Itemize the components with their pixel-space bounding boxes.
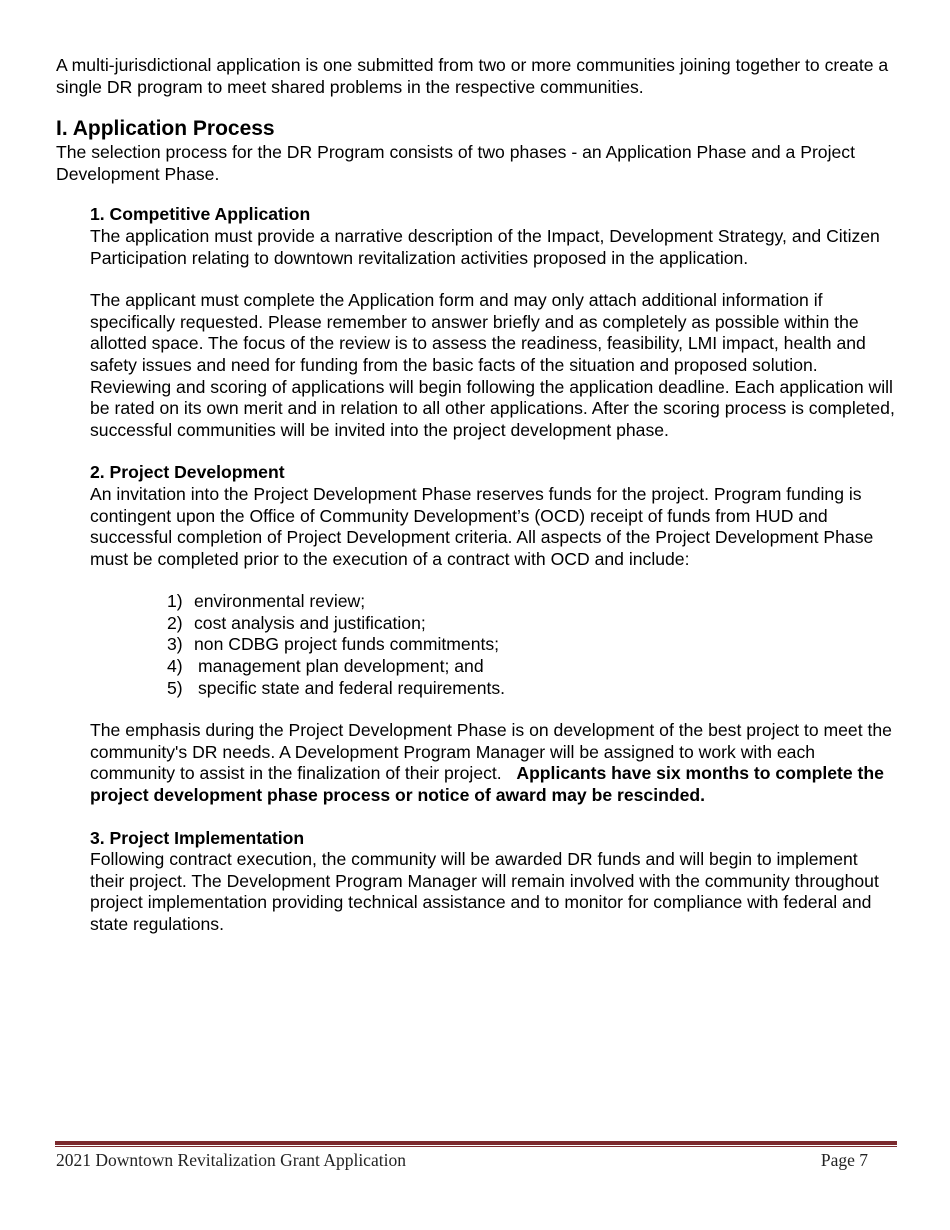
list-item-number: 3) [167,634,183,655]
competitive-paragraph-2: The applicant must complete the Application form and may only attach additional information if specifically requested. Please remember to answer briefly and as completely as possible within the allotted space. The focus of the review is to assess the readiness, feasibility, LMI impact, health and safety issues and need for funding from the basic facts of the situation and proposed solution. Reviewing and scoring of applications will begin following the application deadline. Each application will be rated on its own merit and in relation to all other applications. After the scoring process is completed, successful communities will be invited into the project development phase. [90,290,895,440]
document-page [56,55,896,936]
project-development-section [90,462,896,806]
section-intro: The selection process for the DR Program consists of two phases - an Application Phase and a Project Development Phase. [56,142,855,184]
section-heading: I. Application Process [56,117,275,141]
list-item-number: 4) [167,656,183,677]
list-item-text: non CDBG project funds commitments; [194,634,500,655]
list-item [167,634,896,656]
development-paragraph-1: An invitation into the Project Development Phase reserves funds for the project. Program funding is contingent upon the Office of Community Development’s (OCD) receipt of funds from HUD and successful completion of Project Development criteria. All aspects of the Project Development Phase must be completed prior to the execution of a contract with OCD and include: [90,483,874,569]
development-requirements-list [167,591,896,699]
page-number: Page 7 [820,1150,868,1170]
six-months-notice: Applicants have six months to complete the project development phase process or notice of award may be rescinded. [90,763,884,806]
list-item [167,678,896,700]
competitive-application-section [90,204,896,441]
competitive-heading: 1. Competitive Application [90,204,311,225]
footer-divider [55,1141,897,1147]
page-footer [56,1150,868,1171]
development-paragraph-2-text: The emphasis during the Project Development Phase is on development of the best project to meet the community's DR needs. A Development Program Manager will be assigned to work with each community to assist in the finalization of their project. [90,720,892,784]
list-item-text: management plan development; and [198,656,484,677]
implementation-heading: 3. Project Implementation [90,827,305,848]
list-item-text: cost analysis and justification; [194,612,426,633]
list-item [167,613,896,635]
implementation-paragraph: Following contract execution, the community will be awarded DR funds and will begin to implement their project. The Development Program Manager will remain involved with the community throughout project implementation providing technical assistance and to monitor for compliance with federal and state regulations. [90,849,879,934]
list-item [167,656,896,678]
list-item-number: 2) [167,612,183,633]
list-item-text: environmental review; [194,591,366,612]
list-item [167,591,896,613]
footer-title: 2021 Downtown Revitalization Grant Application [56,1150,406,1170]
development-paragraph-2 [90,720,896,806]
development-heading: 2. Project Development [90,462,285,483]
project-implementation-section [90,828,896,936]
multi-jurisdiction-paragraph: A multi-jurisdictional application is one submitted from two or more communities joining together to create a single DR program to meet shared problems in the respective communities. [56,55,889,97]
list-item-number: 5) [167,677,183,698]
competitive-paragraph-1: The application must provide a narrative description of the Impact, Development Strategy, and Citizen Participation relating to downtown revitalization activities proposed in the application. [90,225,880,268]
list-item-number: 1) [167,591,183,612]
list-item-text: specific state and federal requirements. [198,677,506,698]
